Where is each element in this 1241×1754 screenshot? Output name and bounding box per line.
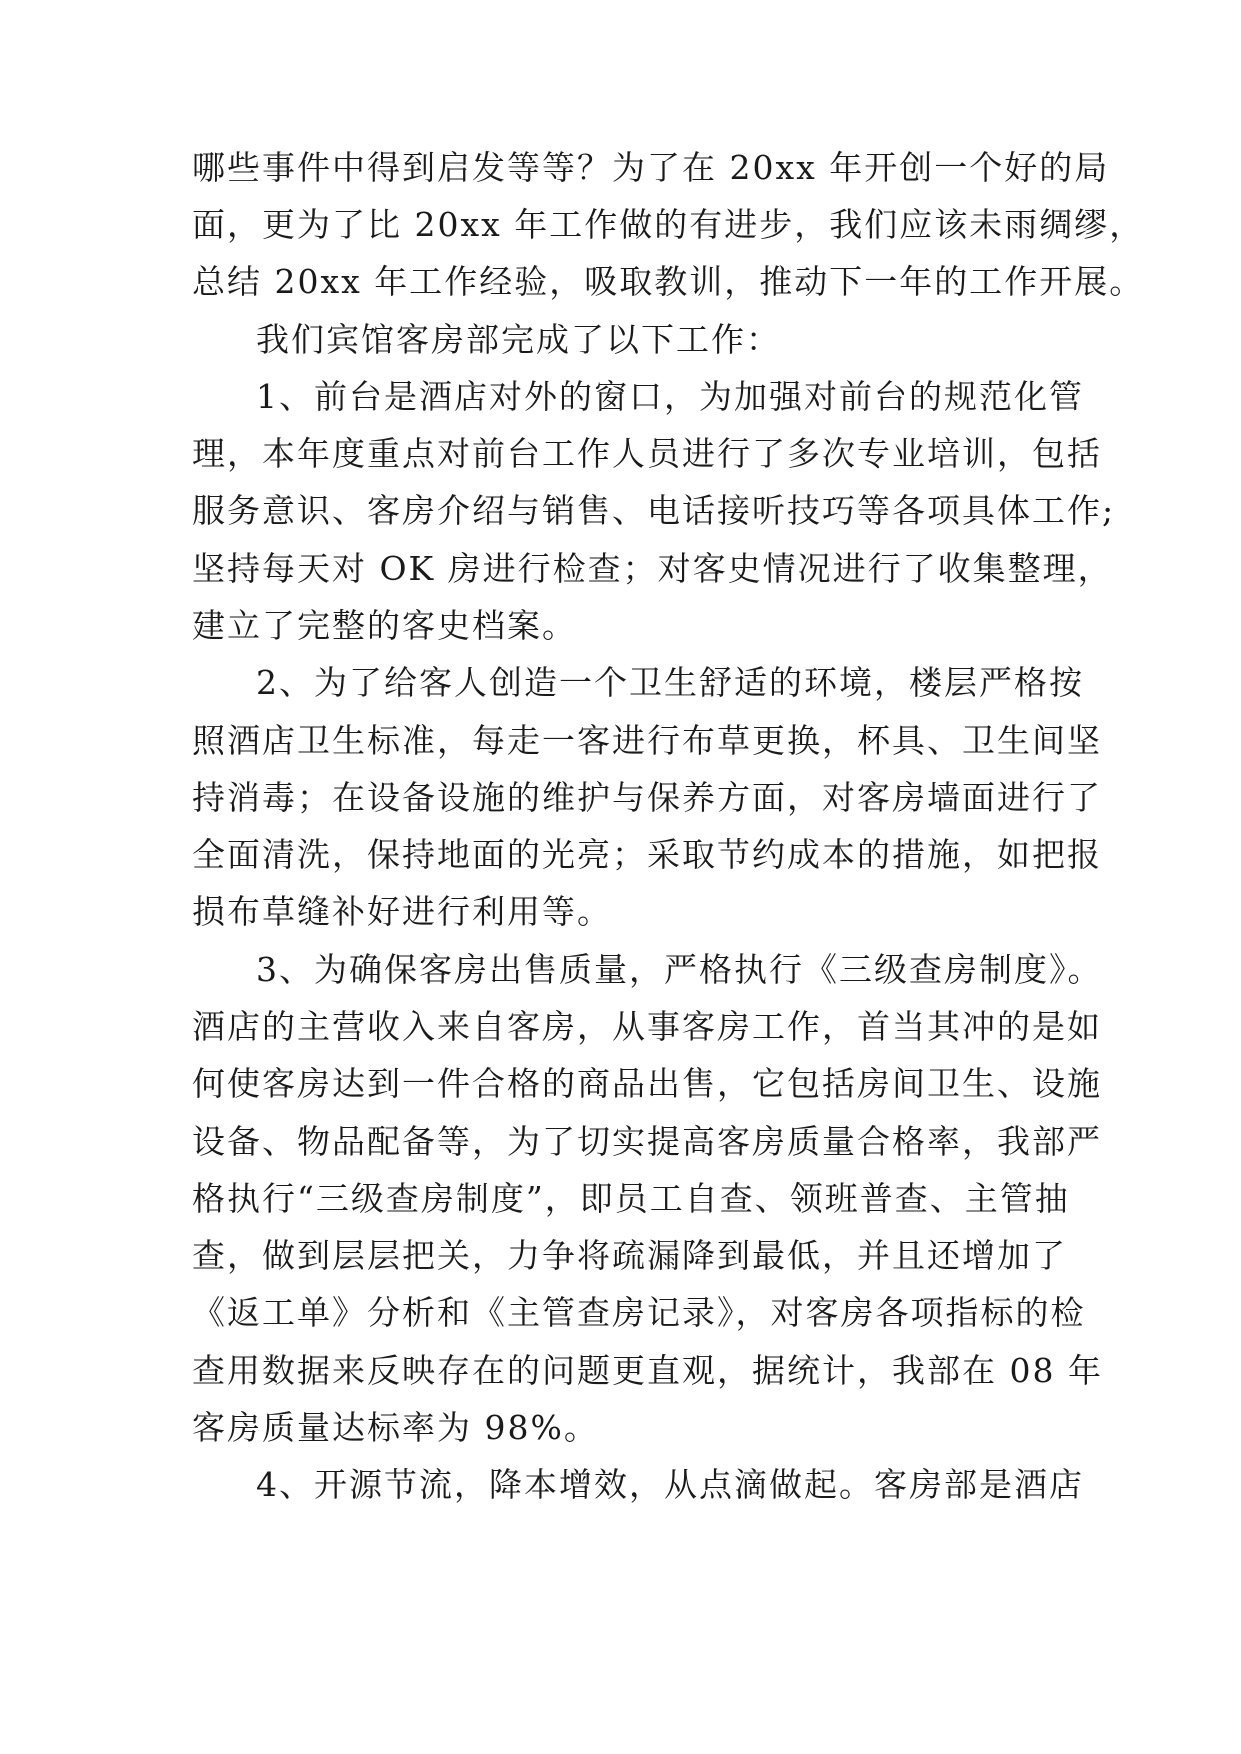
text-line: 我们宾馆客房部完成了以下工作： [256, 320, 781, 359]
text-line: 4、开源节流，降本增效，从点滴做起。客房部是酒店 [256, 1465, 1084, 1504]
text-line: 查，做到层层把关，力争将疏漏降到最低，并且还增加了 [192, 1236, 1067, 1275]
text-line: 查用数据来反映存在的问题更直观，据统计，我部在 08 年 [192, 1351, 1103, 1390]
text-line: 理，本年度重点对前台工作人员进行了多次专业培训，包括 [192, 434, 1102, 473]
text-line: 建立了完整的客史档案。 [192, 606, 577, 645]
text-line: 总结 20xx 年工作经验，吸取教训，推动下一年的工作开展。 [192, 262, 1145, 301]
text-line: 格执行“三级查房制度”，即员工自查、领班普查、主管抽 [192, 1179, 1070, 1218]
text-line: 酒店的主营收入来自客房，从事客房工作，首当其冲的是如 [192, 1007, 1102, 1046]
text-line: 哪些事件中得到启发等等？为了在 20xx 年开创一个好的局 [192, 148, 1110, 187]
text-line: 3、为确保客房出售质量，严格执行《三级查房制度》。 [256, 950, 1103, 989]
text-line: 持消毒；在设备设施的维护与保养方面，对客房墙面进行了 [192, 778, 1102, 817]
text-line: 1、前台是酒店对外的窗口，为加强对前台的规范化管 [256, 377, 1084, 416]
text-line: 客房质量达标率为 98%。 [192, 1408, 599, 1447]
text-line: 设备、物品配备等，为了切实提高客房质量合格率，我部严 [192, 1122, 1102, 1161]
text-line: 何使客房达到一件合格的商品出售，它包括房间卫生、设施 [192, 1064, 1102, 1103]
text-line: 照酒店卫生标准，每走一客进行布草更换，杯具、卫生间坚 [192, 721, 1102, 760]
text-line: 服务意识、客房介绍与销售、电话接听技巧等各项具体工作; [192, 491, 1116, 530]
text-line: 坚持每天对 OK 房进行检查；对客史情况进行了收集整理， [192, 549, 1113, 588]
text-line: 面，更为了比 20xx 年工作做的有进步，我们应该未雨绸缪， [192, 205, 1145, 244]
text-line: 全面清洗，保持地面的光亮；采取节约成本的措施，如把报 [192, 835, 1102, 874]
text-line: 损布草缝补好进行利用等。 [192, 892, 612, 931]
text-line: 《返工单》分析和《主管查房记录》，对客房各项指标的检 [192, 1293, 1086, 1332]
text-line: 2、为了给客人创造一个卫生舒适的环境，楼层严格按 [256, 663, 1084, 702]
